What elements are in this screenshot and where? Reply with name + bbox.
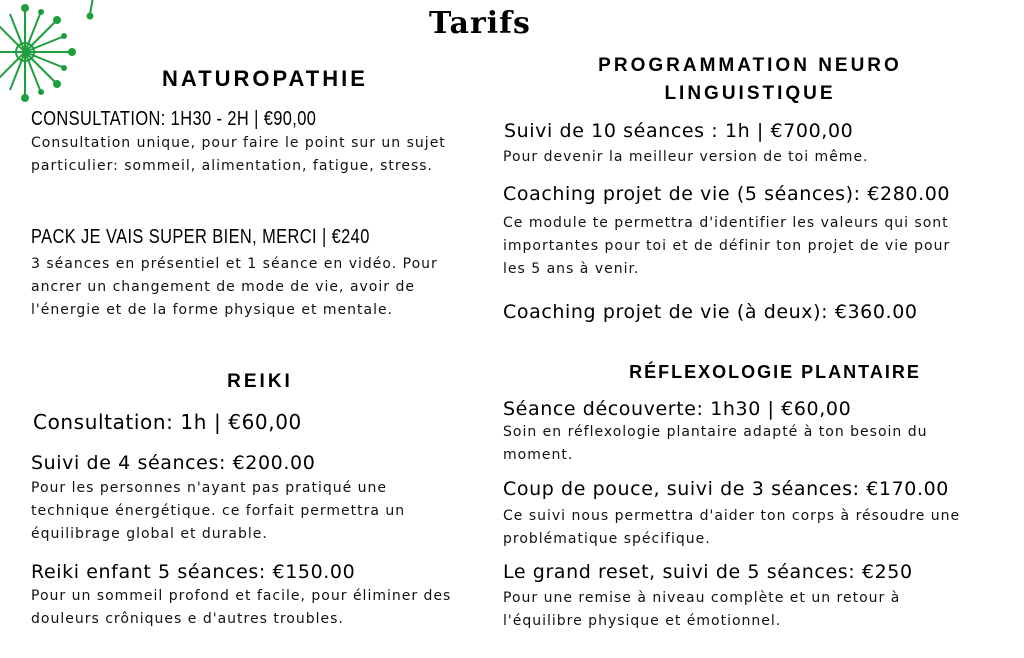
pnl-heading-line1: PROGRAMMATION NEURO [598, 55, 902, 76]
reflexologie-reset-price: Le grand reset, suivi de 5 séances: €250 [503, 561, 913, 583]
reiki-enfant-description: Pour un sommeil profond et facile, pour éliminer des douleurs crôniques e d'autres troubles. [31, 588, 452, 627]
naturopathie-consultation-price: CONSULTATION: 1H30 - 2H | €90,00 [31, 108, 317, 130]
naturopathie-heading: NATUROPATHIE [162, 66, 368, 91]
reflexologie-pouce-price: Coup de pouce, suivi de 3 séances: €170.00 [503, 478, 949, 500]
naturopathie-pack-description: 3 séances en présentiel et 1 séance en vidéo. Pour ancrer un changement de mode de vie, avoir de l'énergie et de la forme physique et mentale. [31, 256, 438, 318]
naturopathie-consultation-description: Consultation unique, pour faire le point sur un sujet particulier: sommeil, alimentation, fatigue, stress. [31, 135, 446, 174]
pnl-coaching-price: Coaching projet de vie (5 séances): €280.00 [503, 183, 951, 205]
reflexologie-decouverte-price: Séance découverte: 1h30 | €60,00 [503, 398, 852, 420]
naturopathie-pack-price: PACK JE VAIS SUPER BIEN, MERCI | €240 [31, 226, 370, 248]
reflexologie-pouce-description: Ce suivi nous permettra d'aider ton corps à résoudre une problématique spécifique. [503, 508, 961, 547]
pnl-coaching-description: Ce module te permettra d'identifier les valeurs qui sont importantes pour toi et de définir ton projet de vie pour les 5 ans à venir. [503, 215, 951, 277]
pnl-heading [560, 52, 940, 108]
reflexologie-heading: RÉFLEXOLOGIE PLANTAIRE [629, 362, 921, 382]
pnl-suivi-description: Pour devenir la meilleur version de toi même. [503, 149, 869, 165]
reiki-suivi-description: Pour les personnes n'ayant pas pratiqué une technique énergétique. ce forfait permettra un équilibrage global et durable. [31, 480, 406, 542]
reflexologie-reset-description: Pour une remise à niveau complète et un retour à l'équilibre physique et émotionnel. [503, 590, 901, 629]
reflexologie-decouverte-description: Soin en réflexologie plantaire adapté à ton besoin du moment. [503, 424, 928, 463]
reiki-consultation-price: Consultation: 1h | €60,00 [33, 410, 302, 434]
pnl-coaching-deux-price: Coaching projet de vie (à deux): €360.00 [503, 301, 918, 323]
reiki-suivi-price: Suivi de 4 séances: €200.00 [31, 452, 316, 474]
pnl-heading-line2: LINGUISTIQUE [664, 83, 836, 104]
reiki-enfant-price: Reiki enfant 5 séances: €150.00 [31, 561, 356, 583]
pnl-suivi-price: Suivi de 10 séances : 1h | €700,00 [504, 120, 854, 142]
reiki-heading: REIKI [227, 371, 293, 392]
page-title: Tarifs [429, 6, 531, 41]
